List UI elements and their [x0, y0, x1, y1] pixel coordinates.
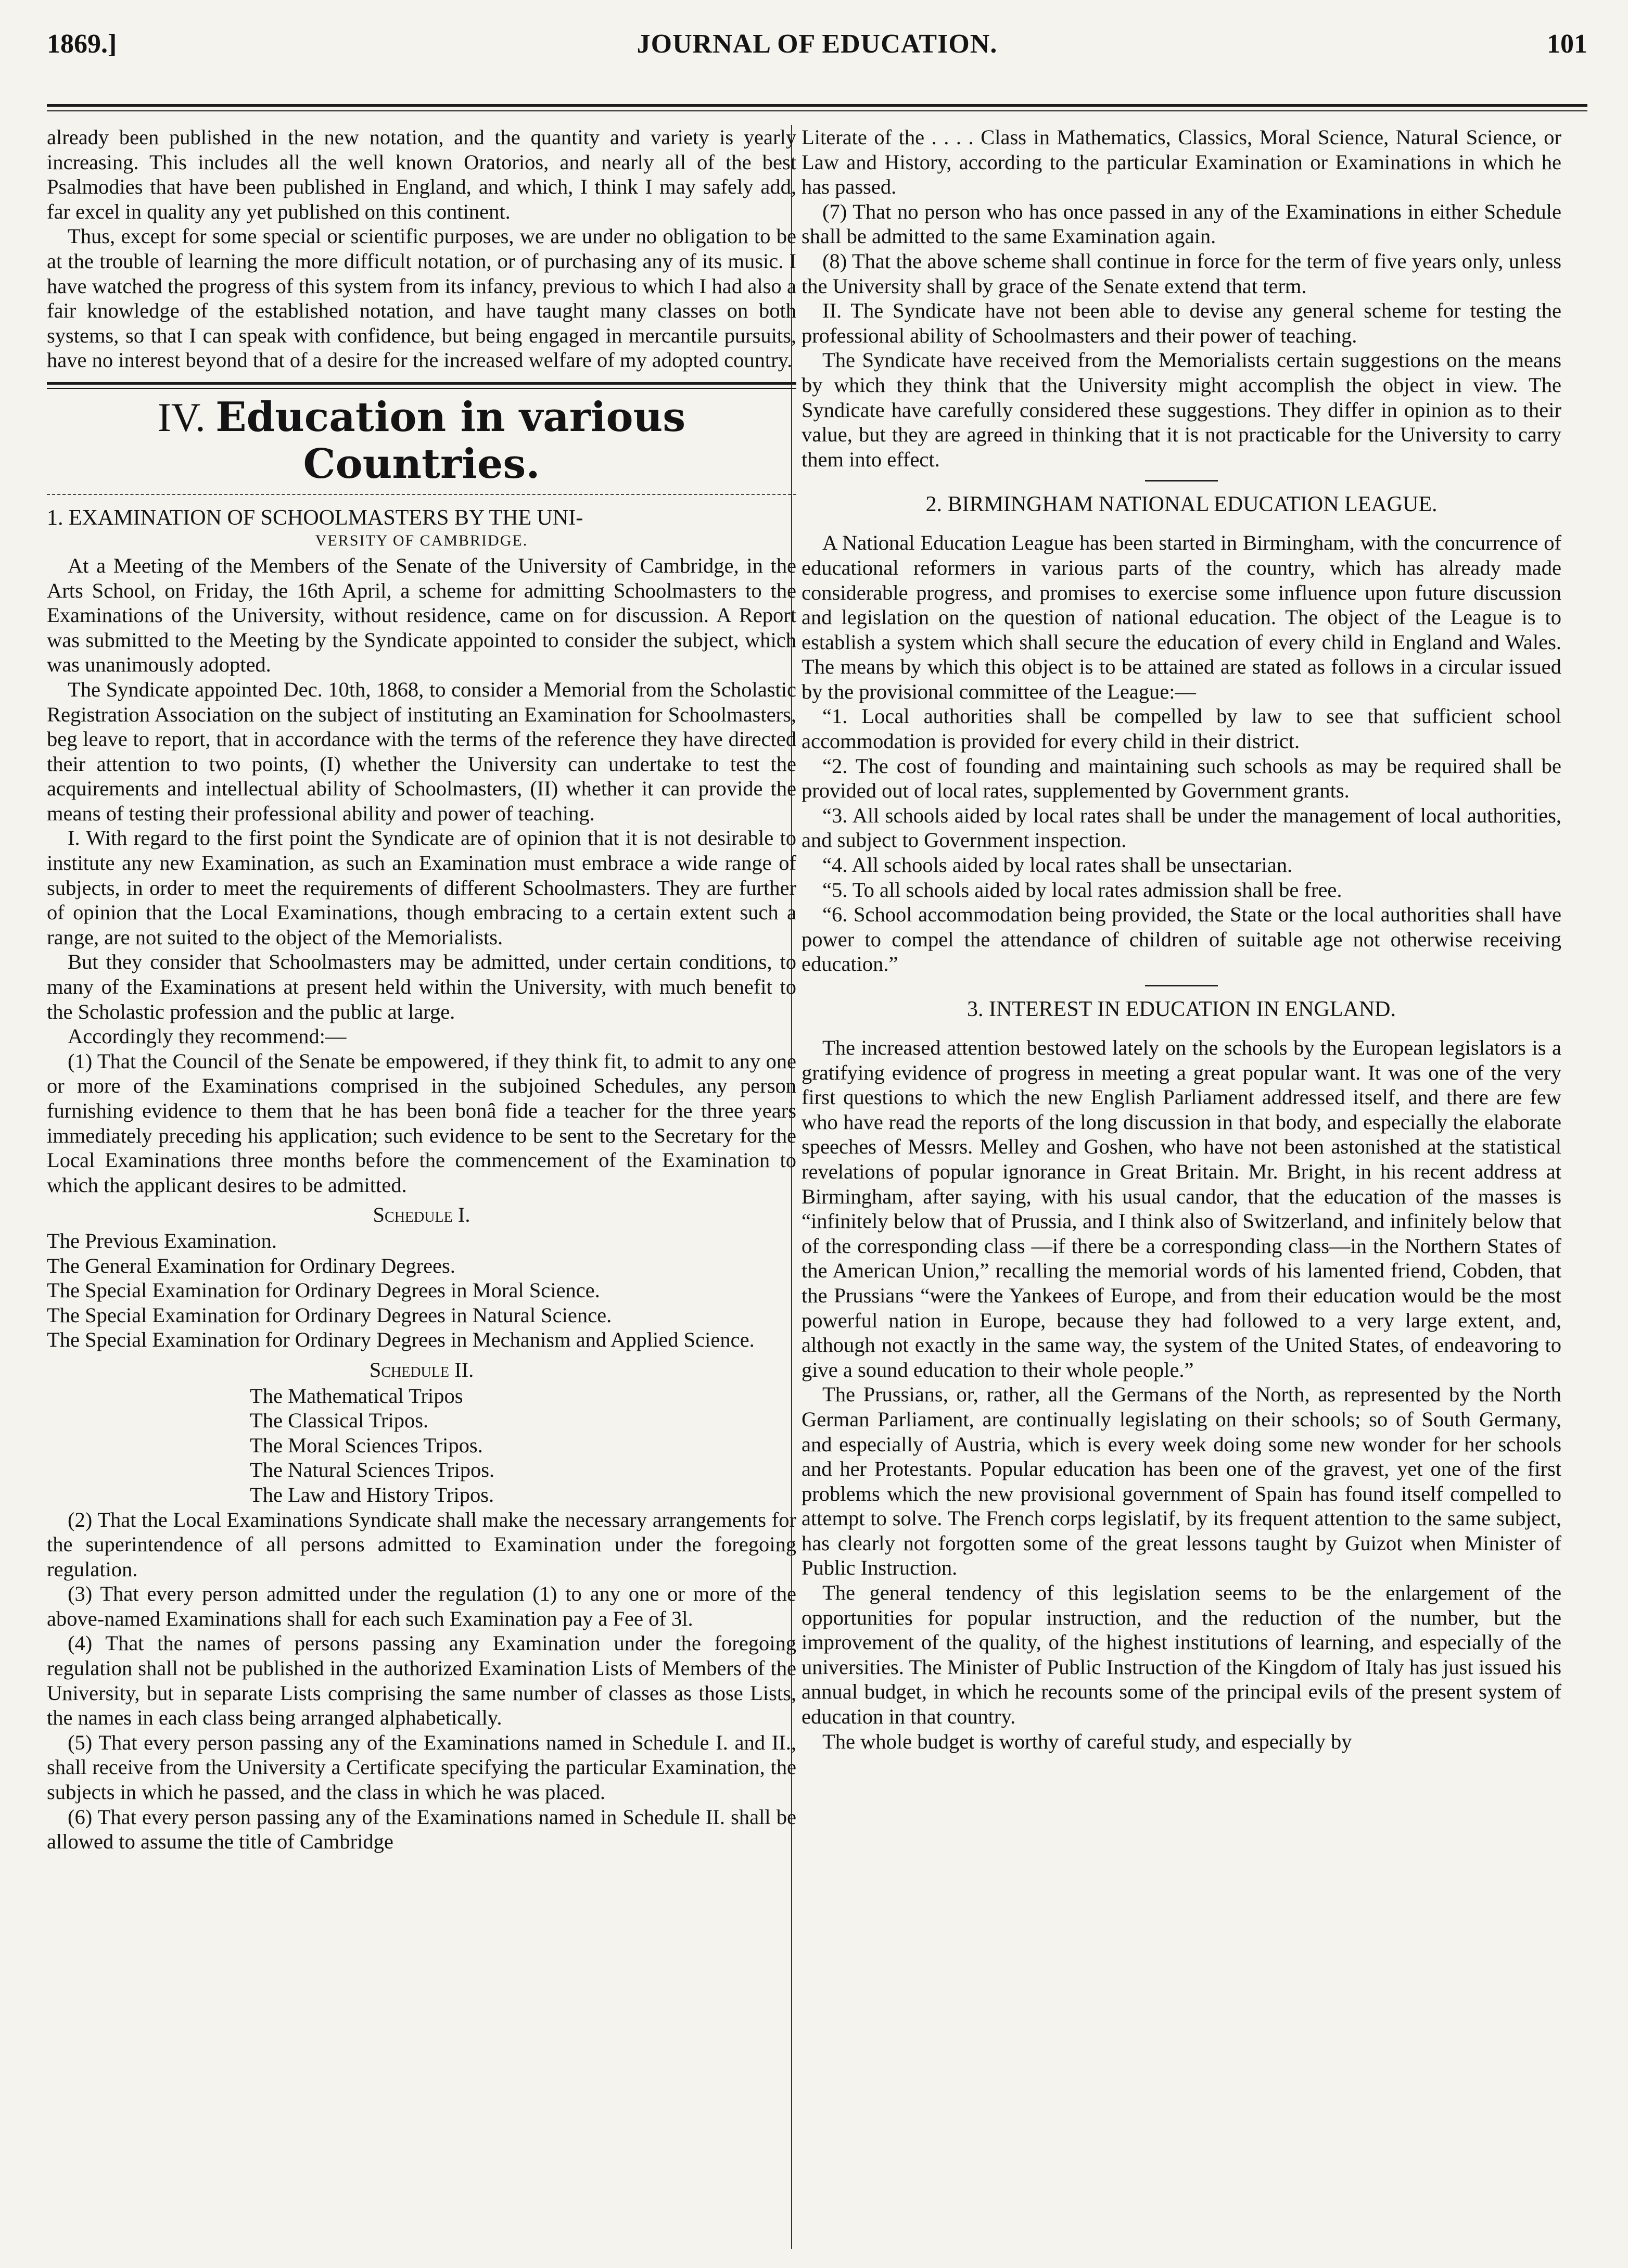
section-ornament-rule — [47, 494, 796, 497]
running-header — [47, 29, 1587, 70]
intro-paragraph: already been published in the new notation, and the quantity and variety is yearly increasing. This includes all the well known Oratorios, and nearly all of the best Psalmodies that have been published in England, and which, I think I may safely add, far excel in quality any yet published on this continent. — [47, 125, 796, 223]
section-rule-thin — [47, 388, 796, 389]
article-paragraph: “1. Local authorities shall be compelled by law to see that sufficient school accommodation is provided for every child in their district. — [802, 704, 1561, 753]
spacer — [802, 1022, 1561, 1035]
spacer — [802, 517, 1561, 530]
article-heading: 3. INTEREST IN EDUCATION IN ENGLAND. — [967, 997, 1396, 1021]
schedule-title: Schedule II. — [369, 1358, 474, 1382]
schedule-item: The General Examination for Ordinary Degrees. — [47, 1253, 455, 1277]
article-paragraph: (5) That every person passing any of the Examinations named in Schedule I. and II., shall receive from the University a Certificate specifying the particular Examination, the subjects in which he passed, and the class in which he was placed. — [47, 1730, 796, 1804]
schedule-item: The Classical Tripos. — [250, 1409, 429, 1433]
article-paragraph: (1) That the Council of the Senate be empowered, if they think fit, to admit to any one or more of the Examinations comprised in the subjoined Schedules, any person furnishing evidence to them that he has been bonâ fide a teacher for the three years immediately preceding his application; such evidence to be sent to the Secretary for the Local Examinations three months before the commencement of the Examination to which the applicant desires to be admitted. — [47, 1049, 796, 1197]
header-rule-thin — [47, 110, 1587, 111]
header-year: 1869.] — [47, 29, 117, 59]
article-paragraph: II. The Syndicate have not been able to devise any general scheme for testing the professional ability of Schoolmasters and their power of teaching. — [802, 299, 1561, 347]
article-paragraph: The whole budget is worthy of careful study, and especially by — [822, 1729, 1352, 1753]
article-paragraph: (8) That the above scheme shall continue in force for the term of five years only, unless the University shall by grace of the Senate extend that term. — [802, 249, 1561, 298]
article-paragraph: (2) That the Local Examinations Syndicate shall make the necessary arrangements for the superintendence of all persons admitted to Examination under the foregoing regulation. — [47, 1507, 796, 1581]
schedule-item: The Mathematical Tripos — [250, 1384, 463, 1408]
article-paragraph: “4. All schools aided by local rates shall be unsectarian. — [822, 853, 1293, 877]
article-paragraph: The Syndicate have received from the Memorialists certain suggestions on the means by which they think that the University might accomplish the object in view. The Syndicate have carefully considered these suggestions. They differ in opinion as to their value, but they are agreed in thinking that it is not practicable for the University to carry them into effect. — [802, 348, 1561, 471]
schedule-item: The Special Examination for Ordinary Degrees in Mechanism and Applied Science. — [47, 1328, 755, 1352]
article-subheading: VERSITY OF CAMBRIDGE. — [315, 531, 528, 549]
article-paragraph: But they consider that Schoolmasters may be admitted, under certain conditions, to many of the Examinations at present held within the University, with much benefit to the Scholastic profession and the public at large. — [47, 950, 796, 1023]
journal-title: JOURNAL OF EDUCATION. — [637, 29, 998, 59]
right-column — [802, 125, 1561, 1754]
left-column — [47, 125, 796, 1854]
article-paragraph: (6) That every person passing any of the Examinations named in Schedule II. shall be allowed to assume the title of Cambridge — [47, 1805, 796, 1854]
article-heading: 2. BIRMINGHAM NATIONAL EDUCATION LEAGUE. — [925, 492, 1438, 517]
article-divider — [1145, 985, 1218, 986]
schedule-item: The Moral Sciences Tripos. — [250, 1433, 483, 1457]
article-paragraph: (4) That the names of persons passing any Examination under the foregoing regulation shall not be published in the authorized Examination Lists of Members of the University, but in separate Lists comprising the same number of classes as those Lists, the names in each class being arranged alphabetically. — [47, 1631, 796, 1730]
article-paragraph: “6. School accommodation being provided, the State or the local authorities shall have power to compel the attendance of children of suitable age not otherwise receiving education.” — [802, 903, 1561, 976]
article-heading: 1. EXAMINATION OF SCHOOLMASTERS BY THE UNI- — [47, 505, 583, 530]
schedule-item: The Special Examination for Ordinary Degrees in Natural Science. — [47, 1303, 612, 1327]
schedule-title: Schedule I. — [373, 1203, 470, 1227]
article-paragraph: (7) That no person who has once passed in any of the Examinations in either Schedule shall be admitted to the same Examination again. — [802, 199, 1561, 248]
schedule-item: The Special Examination for Ordinary Degrees in Moral Science. — [47, 1278, 600, 1302]
article-paragraph: “3. All schools aided by local rates shall be under the management of local authorities, and subject to Government inspection. — [802, 803, 1561, 852]
article-paragraph: At a Meeting of the Members of the Senate of the University of Cambridge, in the Arts School, on Friday, the 16th April, a scheme for admitting Schoolmasters to the Examinations of the University, without residence, came on for discussion. A Report was submitted to the Meeting by the Syndicate appointed to consider the subject, which was unanimously adopted. — [47, 553, 796, 677]
section-title: Education in various Countries. — [215, 393, 686, 488]
article-paragraph: “5. To all schools aided by local rates admission shall be free. — [822, 878, 1342, 902]
section-number: IV. — [157, 394, 206, 440]
article-paragraph: The Prussians, or, rather, all the Germans of the North, as represented by the North German Parliament, are continually legislating on their schools; so of South Germany, and especially of Austria, which is every week doing some new wonder for her schools and her Protestants. Popular education has been one of the gravest, yet one of the first problems which the new provisional government of Spain has found itself compelled to attempt to solve. The French corps legislatif, by its frequent attention to the same subject, has clearly not forgotten some of the great lessons taught by Guizot when Minister of Public Instruction. — [802, 1383, 1561, 1580]
article-paragraph: (3) That every person admitted under the regulation (1) to any one or more of the above-named Examinations shall for each such Examination pay a Fee of 3l. — [47, 1582, 796, 1630]
continued-paragraph: Literate of the . . . . Class in Mathematics, Classics, Moral Science, Natural Science, or Law and History, according to the particular Examination or Examinations in which he has passed. — [802, 125, 1561, 199]
article-paragraph: The general tendency of this legislation seems to be the enlargement of the opportunities for popular instruction, and the reduction of the number, but the improvement of the quality, of the highest institutions of learning, and especially of the universities. The Minister of Public Instruction of the Kingdom of Italy has just issued his annual budget, in which he recounts some of the principal evils of the present system of education in that country. — [802, 1581, 1561, 1729]
header-rule — [47, 104, 1587, 107]
article-paragraph: I. With regard to the first point the Syndicate are of opinion that it is not desirable to institute any new Examination, as such an Examination must embrace a wide range of subjects, in order to meet the requirements of different Schoolmasters. They are further of opinion that the Local Examinations, though embracing to a certain extent such a range, are not suited to the object of the Memorialists. — [47, 826, 796, 949]
article-paragraph: “2. The cost of founding and maintaining such schools as may be required shall be provided out of local rates, supplemented by Government grants. — [802, 754, 1561, 803]
article-paragraph: The Syndicate appointed Dec. 10th, 1868, to consider a Memorial from the Scholastic Registration Association on the subject of instituting an Examination for Schoolmasters, beg leave to report, that in accordance with the terms of the reference they have directed their attention to two points, (I) whether the University can undertake to test the acquirements and intellectual ability of Schoolmasters, (II) whether it can provide the means of testing their professional ability and power of teaching. — [47, 677, 796, 825]
article-paragraph: A National Education League has been started in Birmingham, with the concurrence of educational reformers in various parts of the country, which has already made considerable progress, and promises to exercise some influence upon future discussion and legislation on the question of national education. The object of the League is to establish a system which shall secure the education of every child in England and Wales. The means by which this object is to be attained are stated as follows in a circular issued by the provisional committee of the League:— — [802, 531, 1561, 703]
intro-paragraph: Thus, except for some special or scientific purposes, we are under no obligation to be at the trouble of learning the more difficult notation, or of purchasing any of its music. I have watched the progress of this system from its infancy, previous to which I had also a fair knowledge of the established notation, and have taught many classes on both systems, so that I can speak with confidence, but being engaged in mercantile pursuits, have no interest beyond that of a desire for the increased welfare of my adopted country. — [47, 224, 796, 372]
schedule-item: The Natural Sciences Tripos. — [250, 1458, 495, 1482]
article-divider — [1145, 480, 1218, 482]
section-heading — [47, 394, 796, 488]
schedule-item: The Previous Examination. — [47, 1228, 277, 1252]
schedule-item: The Law and History Tripos. — [250, 1483, 494, 1506]
article-paragraph: Accordingly they recommend:— — [68, 1024, 347, 1048]
article-paragraph: The increased attention bestowed lately on the schools by the European legislators is a gratifying evidence of progress in meeting a great popular want. It was one of the very first questions to which the new English Parliament addressed itself, and there are few who have read the reports of the long discussion in that body, and especially the elaborate speeches of Messrs. Melley and Goshen, who have not been astonished at the statistical revelations of popular ignorance in Great Britain. Mr. Bright, in his recent address at Birmingham, after saying, with his usual candor, that the education of the masses is “infinitely below that of Prussia, and I think also of Switzerland, and infinitely below that of the corresponding class —if there be a corresponding class—in the Northern States of the American Union,” recalling the memorial words of his lamented friend, Cobden, that the Prussians “were the Yankees of Europe, and from their education would be the most powerful nation in Europe, because they had followed to a very large extent, and, although not exactly in the same way, the system of the United States, of endeavoring to give a sound education to their whole people.” — [802, 1036, 1561, 1382]
section-rule — [47, 382, 796, 385]
page-number: 101 — [1547, 29, 1587, 59]
